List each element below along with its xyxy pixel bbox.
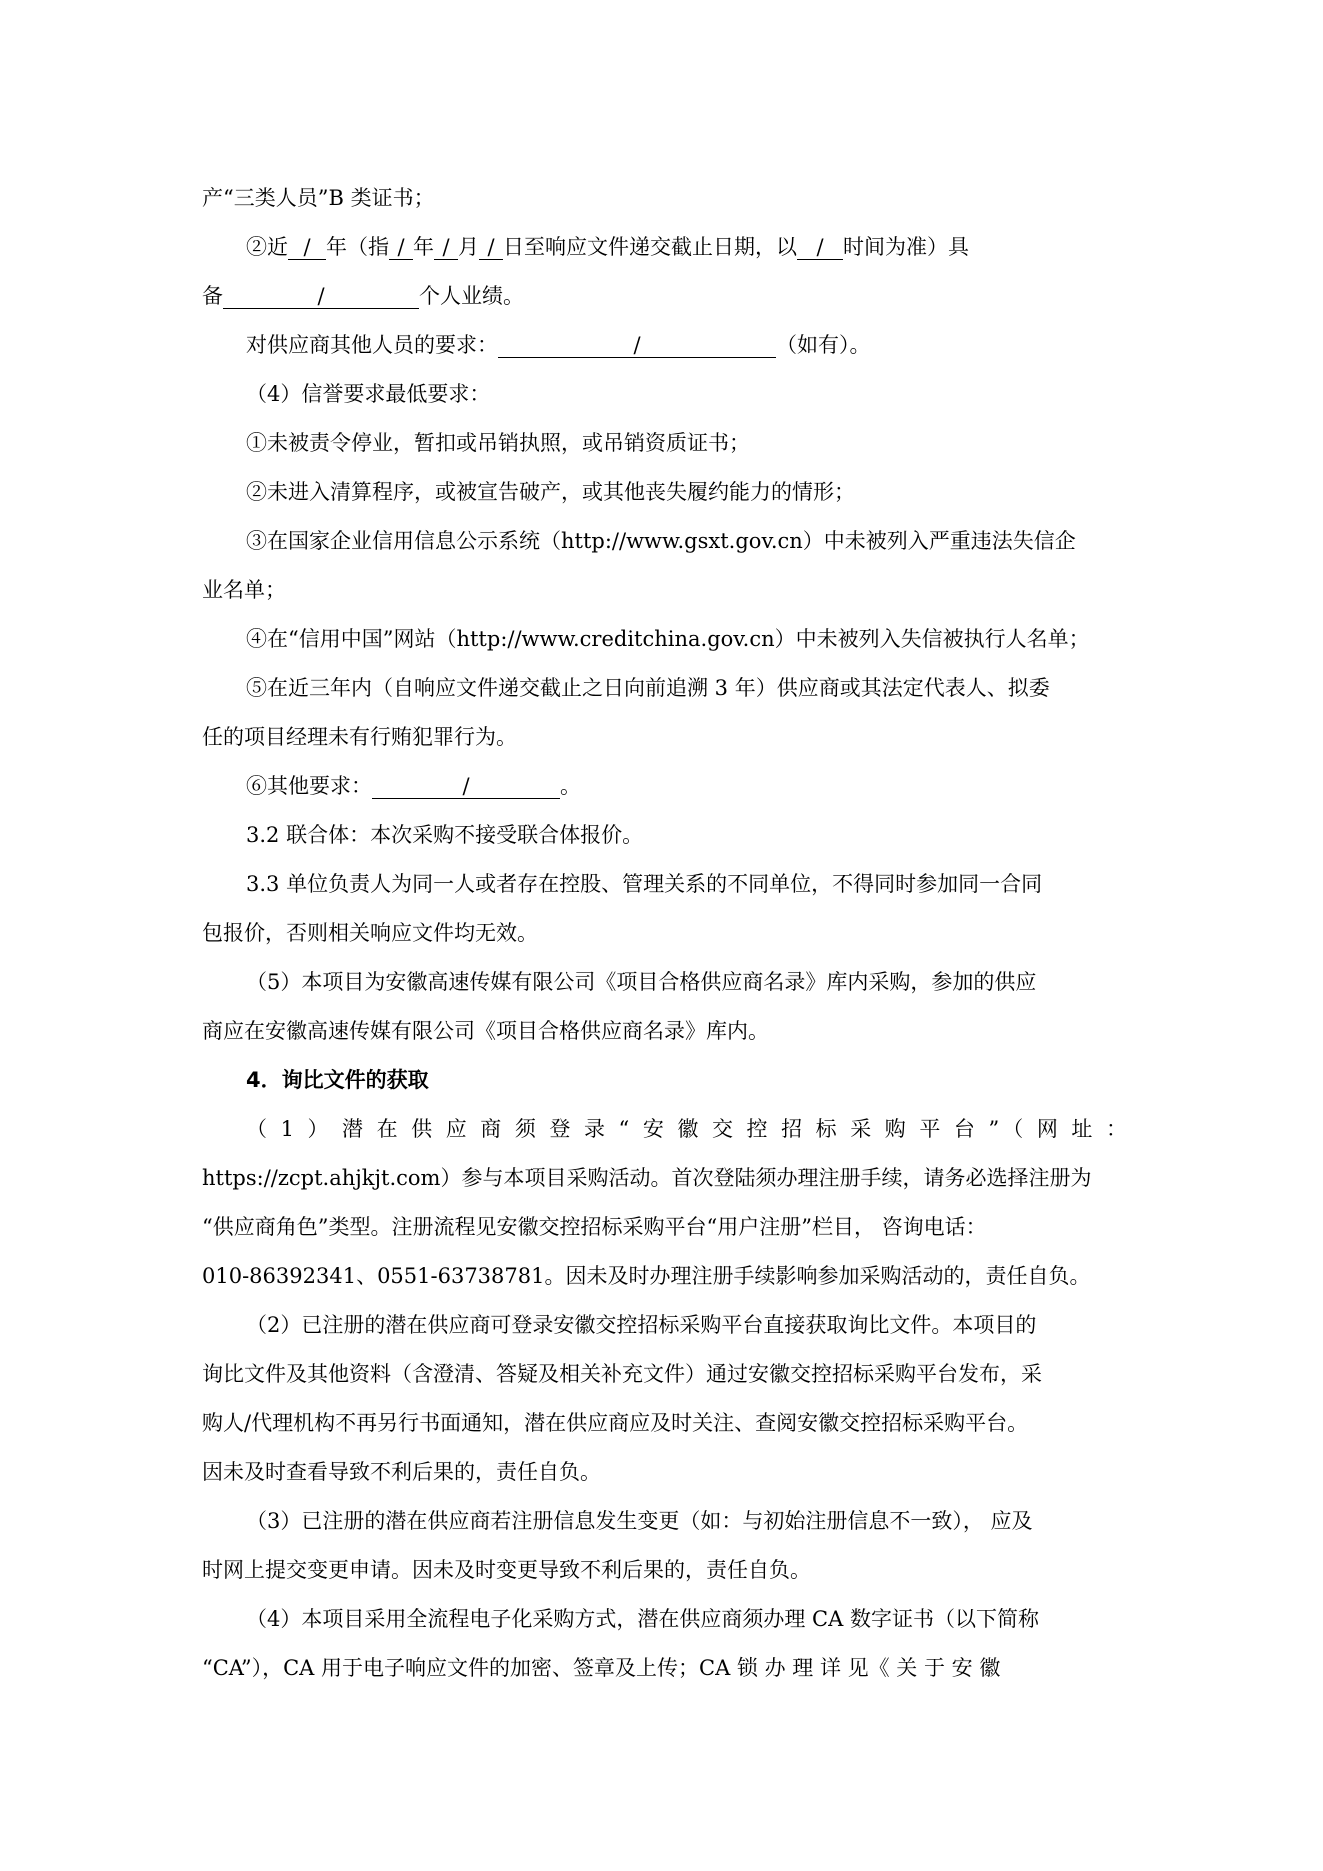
text-line: （2）已注册的潜在供应商可登录安徽交控招标采购平台直接获取询比文件。本项目的: [246, 1313, 1037, 1337]
blank-field: /: [797, 235, 843, 260]
section-heading: 4．询比文件的获取: [246, 1068, 429, 1092]
text-line: （1）潜在供应商须登录“安徽交控招标采购平台”（网址：: [246, 1117, 1127, 1141]
text-span: 。: [560, 774, 581, 798]
text-line: ①未被责令停业，暂扣或吊销执照，或吊销资质证书；: [246, 431, 750, 455]
blank-field: /: [498, 333, 776, 358]
text-span: 时间为准）具: [843, 235, 969, 259]
text-line: 商应在安徽高速传媒有限公司《项目合格供应商名录》库内。: [202, 1019, 769, 1043]
text-line: [202, 321, 1127, 370]
text-line: “供应商角色”类型。注册流程见安徽交控招标采购平台“用户注册”栏目， 咨询电话：: [202, 1215, 987, 1239]
text-span: ⑥其他要求：: [246, 774, 372, 798]
text-line: 购人/代理机构不再另行书面通知，潜在供应商应及时关注、查阅安徽交控招标采购平台。: [202, 1411, 1029, 1435]
blank-field: /: [479, 235, 503, 260]
text-line: 3.3 单位负责人为同一人或者存在控股、管理关系的不同单位，不得同时参加同一合同: [246, 872, 1043, 896]
blank-field: /: [389, 235, 413, 260]
text-span: 年: [413, 235, 434, 259]
text-span: 日至响应文件递交截止日期，以: [503, 235, 797, 259]
text-line: （4）信誉要求最低要求：: [246, 382, 491, 406]
text-line: 时网上提交变更申请。因未及时变更导致不利后果的，责任自负。: [202, 1558, 811, 1582]
text-line: ⑤在近三年内（自响应文件递交截止之日向前追溯 3 年）供应商或其法定代表人、拟委: [246, 676, 1050, 700]
text-line: 业名单；: [202, 578, 286, 602]
document-body: [202, 174, 1127, 1693]
text-span: 个人业绩。: [419, 284, 524, 308]
text-line: 包报价，否则相关响应文件均无效。: [202, 921, 538, 945]
text-line: ③在国家企业信用信息公示系统（http://www.gsxt.gov.cn）中未被列入严重违法失信企: [246, 529, 1076, 553]
text-line: ②未进入清算程序，或被宣告破产，或其他丧失履约能力的情形；: [246, 480, 855, 504]
text-span: 对供应商其他人员的要求：: [246, 333, 498, 357]
text-line: “CA”），CA 用于电子响应文件的加密、签章及上传；CA 锁 办 理 详 见《 关 于 安 徽: [202, 1656, 1001, 1680]
text-line: 3.2 联合体：本次采购不接受联合体报价。: [246, 823, 644, 847]
blank-field: /: [372, 774, 560, 799]
text-line: [202, 762, 1127, 811]
text-line: 询比文件及其他资料（含澄清、答疑及相关补充文件）通过安徽交控招标采购平台发布，采: [202, 1362, 1042, 1386]
text-line: https://zcpt.ahjkjt.com）参与本项目采购活动。首次登陆须办理注册手续，请务必选择注册为: [202, 1166, 1092, 1190]
text-span: ②近: [246, 235, 288, 259]
blank-field: /: [223, 284, 419, 309]
text-line: [202, 223, 1127, 272]
text-line: 010-86392341、0551-63738781。因未及时办理注册手续影响参加采购活动的，责任自负。: [202, 1264, 1091, 1288]
text-line: 产“三类人员”B 类证书；: [202, 186, 435, 210]
text-line: 因未及时查看导致不利后果的，责任自负。: [202, 1460, 601, 1484]
text-span: 月: [458, 235, 479, 259]
text-line: [202, 272, 1127, 321]
text-span: （如有）。: [776, 333, 871, 357]
text-line: ④在“信用中国”网站（http://www.creditchina.gov.cn）中未被列入失信被执行人名单；: [246, 627, 1090, 651]
text-span: 年（指: [326, 235, 389, 259]
text-line: （3）已注册的潜在供应商若注册信息发生变更（如：与初始注册信息不一致）， 应及: [246, 1509, 1033, 1533]
text-line: （5）本项目为安徽高速传媒有限公司《项目合格供应商名录》库内采购，参加的供应: [246, 970, 1037, 994]
blank-field: /: [288, 235, 326, 260]
text-span: 备: [202, 284, 223, 308]
blank-field: /: [434, 235, 458, 260]
text-line: 任的项目经理未有行贿犯罪行为。: [202, 725, 517, 749]
text-line: （4）本项目采用全流程电子化采购方式，潜在供应商须办理 CA 数字证书（以下简称: [246, 1607, 1039, 1631]
